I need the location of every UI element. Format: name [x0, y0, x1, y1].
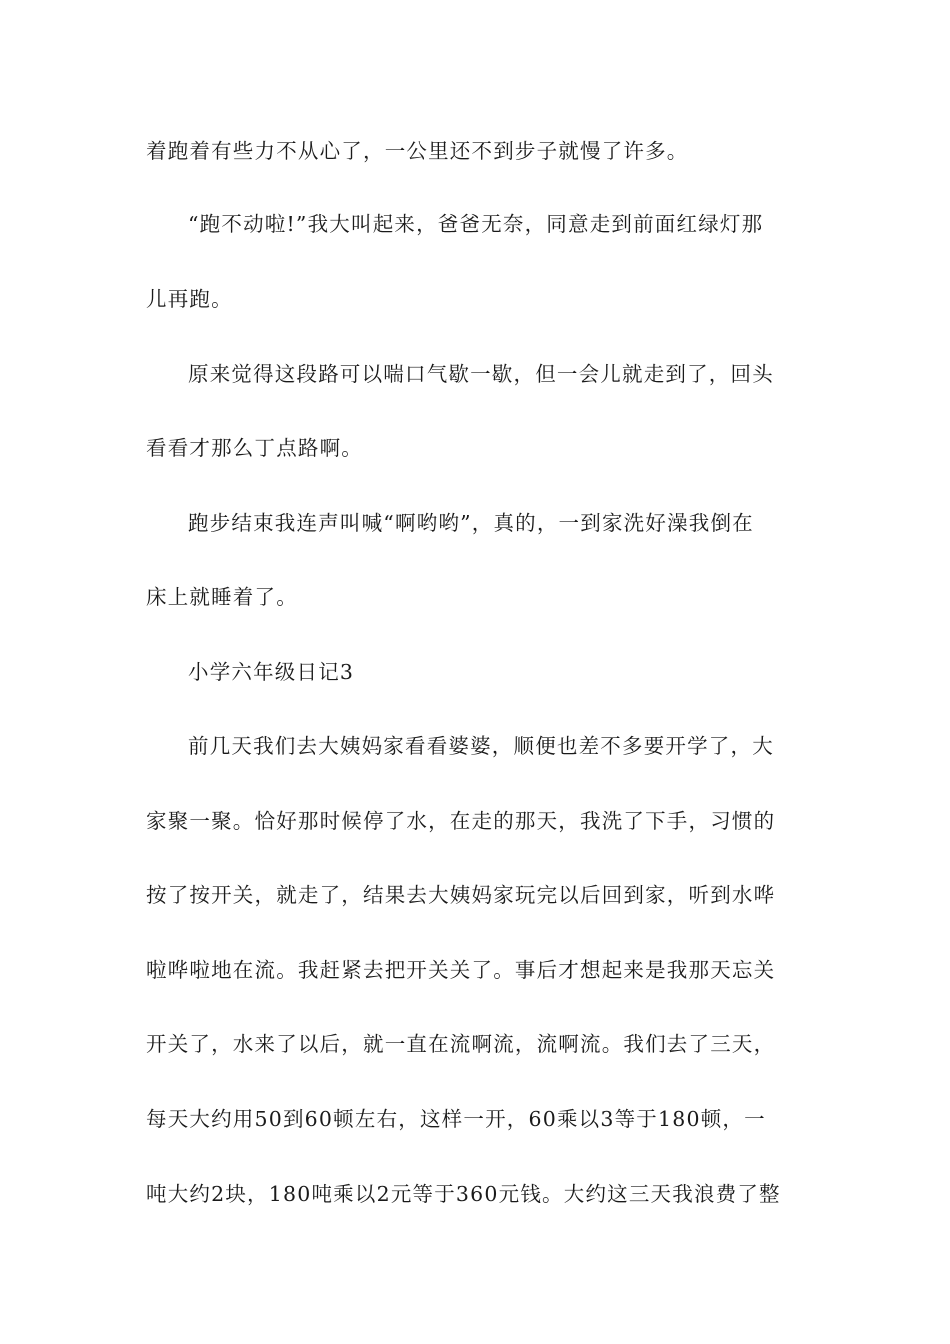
text-line: 跑步结束我连声叫喊“啊哟哟”，真的，一到家洗好澡我倒在 — [188, 511, 754, 535]
text-line: 开关了，水来了以后，就一直在流啊流，流啊流。我们去了三天， — [146, 1032, 776, 1056]
text-line: 前几天我们去大姨妈家看看婆婆，顺便也差不多要开学了，大 — [188, 734, 774, 758]
text-line: 啦哗啦地在流。我赶紧去把开关关了。事后才想起来是我那天忘关 — [146, 958, 776, 982]
text-line: 看看才那么丁点路啊。 — [146, 436, 363, 460]
section-heading: 小学六年级日记3 — [188, 660, 355, 684]
text-line: 床上就睡着了。 — [146, 585, 298, 609]
text-line: “跑不动啦!”我大叫起来，爸爸无奈，同意走到前面红绿灯那 — [188, 212, 764, 236]
text-line: 每天大约用50到60顿左右，这样一开，60乘以3等于180顿，一 — [146, 1107, 766, 1131]
text-line: 着跑着有些力不从心了，一公里还不到步子就慢了许多。 — [146, 139, 689, 163]
text-line: 家聚一聚。恰好那时候停了水，在走的那天，我洗了下手，习惯的 — [146, 809, 776, 833]
text-line: 吨大约2块，180吨乘以2元等于360元钱。大约这三天我浪费了整 — [146, 1182, 781, 1206]
text-line: 按了按开关，就走了，结果去大姨妈家玩完以后回到家，听到水哗 — [146, 883, 776, 907]
text-line: 儿再跑。 — [146, 287, 233, 311]
text-line: 原来觉得这段路可以喘口气歇一歇，但一会儿就走到了，回头 — [188, 362, 774, 386]
